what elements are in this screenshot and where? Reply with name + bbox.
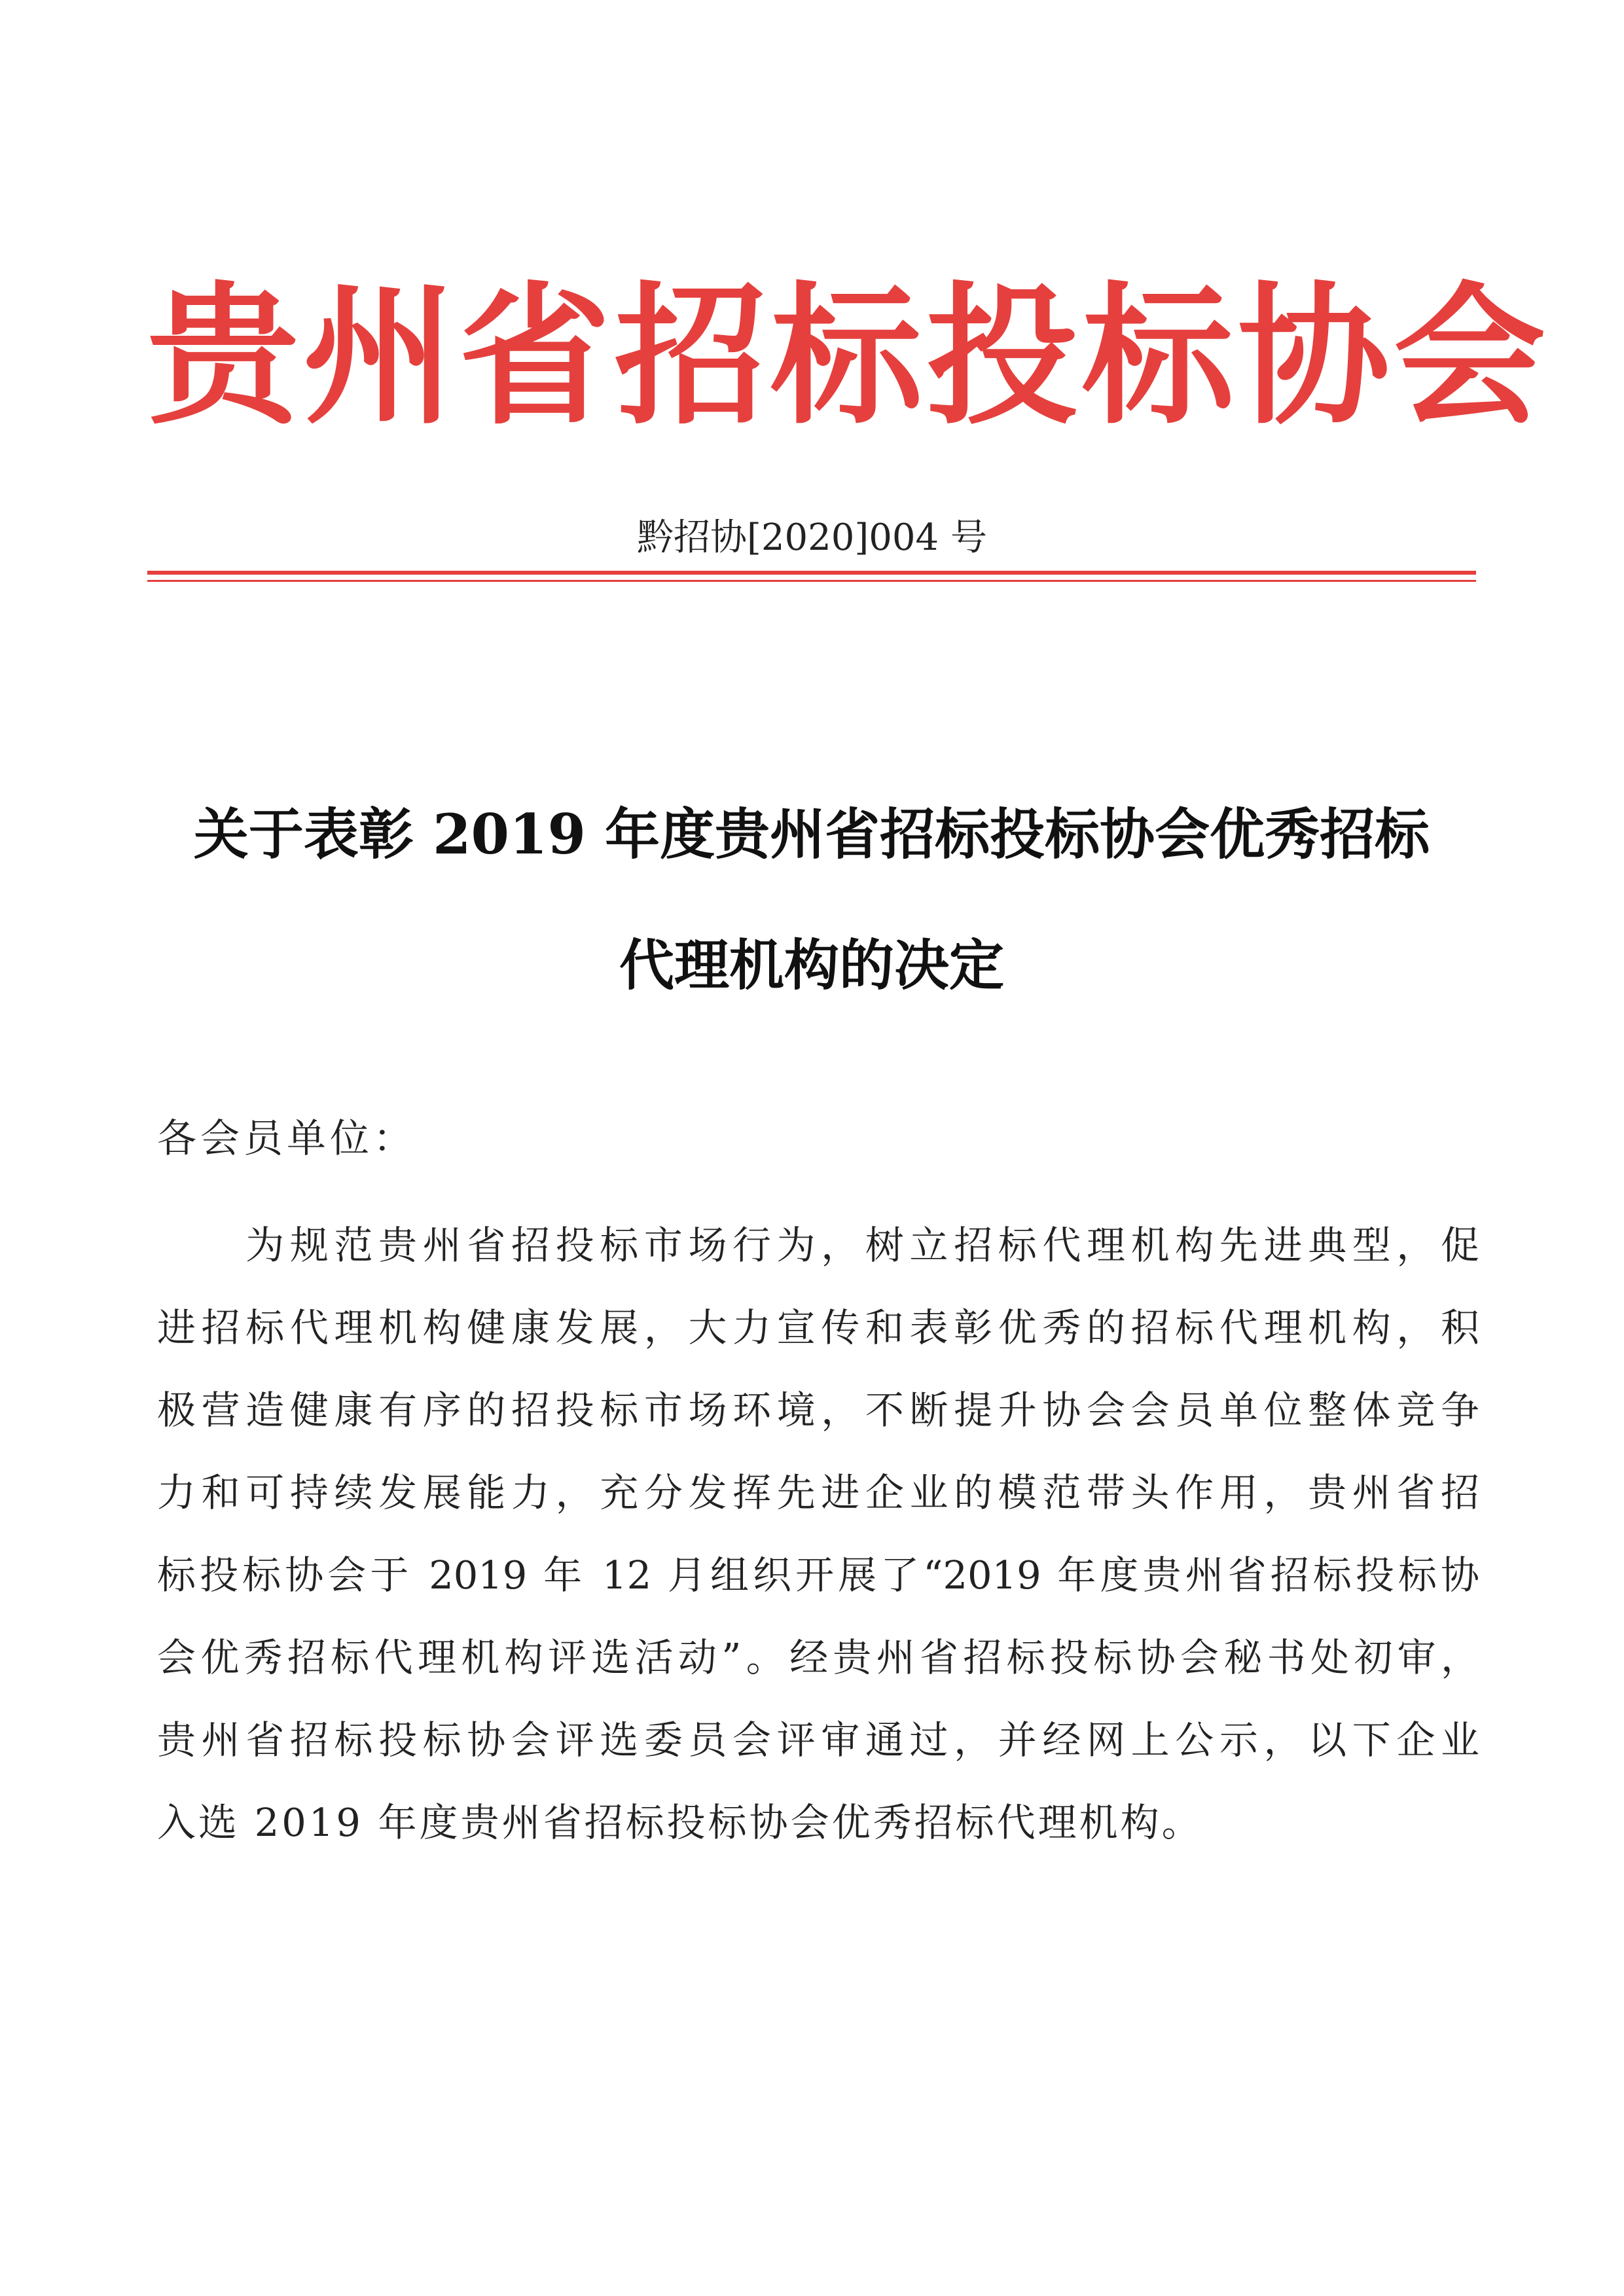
paragraph-line: 会优秀招标代理机构评选活动”。经贵州省招标投标协会秘书处初审， xyxy=(157,1635,1479,1680)
salutation: 各会员单位： xyxy=(157,1116,416,1162)
title-line-2: 代理机构的决定 xyxy=(619,933,1004,997)
paragraph-line: 为规范贵州省招投标市场行为，树立招标代理机构先进典型，促 xyxy=(157,1223,1479,1268)
body-paragraph xyxy=(157,1204,1479,1864)
organization-letterhead: 贵州省招标投标协会 xyxy=(147,268,1550,445)
document-number: 黔招协[2020]004 号 xyxy=(637,516,987,559)
paragraph-line: 贵州省招标投标协会评选委员会评审通过，并经网上公示，以下企业 xyxy=(157,1717,1479,1763)
document-title xyxy=(147,769,1476,1031)
paragraph-line: 入选 2019 年度贵州省招标投标协会优秀招标代理机构。 xyxy=(157,1800,1203,1845)
paragraph-line: 标投标协会于 2019 年 12 月组织开展了“2019 年度贵州省招标投标协 xyxy=(157,1552,1479,1598)
paragraph-line: 极营造健康有序的招投标市场环境，不断提升协会会员单位整体竞争 xyxy=(157,1388,1479,1433)
title-line-1: 关于表彰 2019 年度贵州省招标投标协会优秀招标 xyxy=(193,802,1430,867)
paragraph-line: 力和可持续发展能力，充分发挥先进企业的模范带头作用，贵州省招 xyxy=(157,1470,1479,1515)
red-divider-thin xyxy=(147,580,1476,582)
red-divider-thick xyxy=(147,571,1476,575)
paragraph-line: 进招标代理机构健康发展，大力宣传和表彰优秀的招标代理机构，积 xyxy=(157,1305,1479,1350)
